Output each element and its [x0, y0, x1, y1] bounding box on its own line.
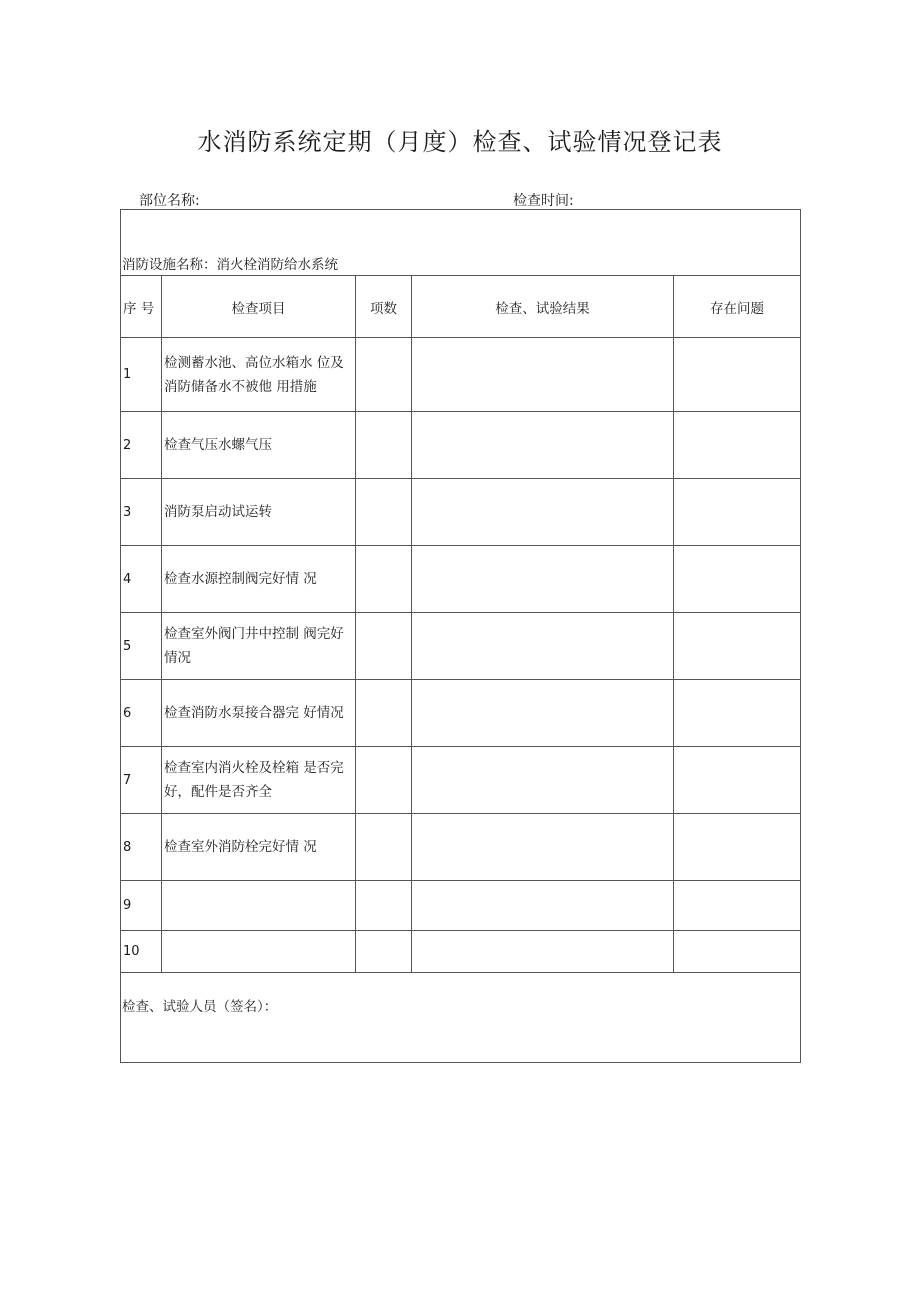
row-count-cell[interactable] [356, 338, 412, 412]
row-count-cell[interactable] [356, 613, 412, 680]
page-title: 水消防系统定期（月度）检查、试验情况登记表 [197, 128, 723, 156]
row-check-item: 检查室外消防栓完好情 况 [162, 814, 356, 881]
signature-row [121, 973, 801, 1063]
header-seq: 序 号 [121, 276, 162, 338]
row-result-cell[interactable] [412, 479, 674, 546]
row-check-item: 检查室外阀门井中控制 阀完好情况 [162, 613, 356, 680]
row-count-cell[interactable] [356, 546, 412, 613]
table-row [121, 479, 801, 546]
row-issues-cell[interactable] [674, 680, 801, 747]
row-count-cell[interactable] [356, 412, 412, 479]
department-label: 部位名称: [139, 193, 200, 209]
row-count-cell[interactable] [356, 747, 412, 814]
row-issues-cell[interactable] [674, 412, 801, 479]
row-result-cell[interactable] [412, 680, 674, 747]
header-issues: 存在问题 [674, 276, 801, 338]
row-check-item: 检查气压水螺气压 [162, 412, 356, 479]
table-row [121, 338, 801, 412]
row-result-cell[interactable] [412, 338, 674, 412]
row-number: 7 [121, 747, 162, 814]
facility-row [121, 210, 801, 276]
table-row [121, 680, 801, 747]
row-result-cell[interactable] [412, 881, 674, 931]
row-issues-cell[interactable] [674, 613, 801, 680]
row-count-cell[interactable] [356, 881, 412, 931]
row-result-cell[interactable] [412, 546, 674, 613]
table-row [121, 546, 801, 613]
inspection-date-label: 检查时间: [513, 193, 574, 209]
row-result-cell[interactable] [412, 747, 674, 814]
row-check-item: 消防泵启动试运转 [162, 479, 356, 546]
table-row [121, 814, 801, 881]
table-row [121, 881, 801, 931]
row-number: 6 [121, 680, 162, 747]
header-count: 项数 [356, 276, 412, 338]
row-check-item[interactable] [162, 881, 356, 931]
table-row [121, 747, 801, 814]
row-number: 1 [121, 338, 162, 412]
row-result-cell[interactable] [412, 814, 674, 881]
row-number: 3 [121, 479, 162, 546]
facility-name: 消防设施名称：消火栓消防给水系统 [121, 210, 801, 276]
table-header-row [121, 276, 801, 338]
row-issues-cell[interactable] [674, 747, 801, 814]
row-check-item: 检查水源控制阀完好情 况 [162, 546, 356, 613]
table-row [121, 412, 801, 479]
header-result: 检查、试验结果 [412, 276, 674, 338]
row-number: 8 [121, 814, 162, 881]
row-count-cell[interactable] [356, 931, 412, 973]
row-check-item: 检测蓄水池、高位水箱水 位及消防储备水不被他 用措施 [162, 338, 356, 412]
row-check-item: 检查室内消火栓及栓箱 是否完好，配件是否齐全 [162, 747, 356, 814]
row-count-cell[interactable] [356, 680, 412, 747]
row-issues-cell[interactable] [674, 479, 801, 546]
row-count-cell[interactable] [356, 814, 412, 881]
row-result-cell[interactable] [412, 412, 674, 479]
inspector-signature[interactable]: 检查、试验人员（签名）： [121, 973, 801, 1063]
header-item: 检查项目 [162, 276, 356, 338]
row-number: 4 [121, 546, 162, 613]
row-number: 9 [121, 881, 162, 931]
table-row [121, 931, 801, 973]
row-result-cell[interactable] [412, 613, 674, 680]
row-issues-cell[interactable] [674, 338, 801, 412]
row-number: 2 [121, 412, 162, 479]
row-issues-cell[interactable] [674, 546, 801, 613]
row-check-item[interactable] [162, 931, 356, 973]
row-issues-cell[interactable] [674, 814, 801, 881]
row-result-cell[interactable] [412, 931, 674, 973]
row-count-cell[interactable] [356, 479, 412, 546]
row-check-item: 检查消防水泵接合器完 好情况 [162, 680, 356, 747]
row-issues-cell[interactable] [674, 931, 801, 973]
table-row [121, 613, 801, 680]
row-number: 10 [121, 931, 162, 973]
inspection-log-table [120, 209, 801, 1063]
row-issues-cell[interactable] [674, 881, 801, 931]
row-number: 5 [121, 613, 162, 680]
